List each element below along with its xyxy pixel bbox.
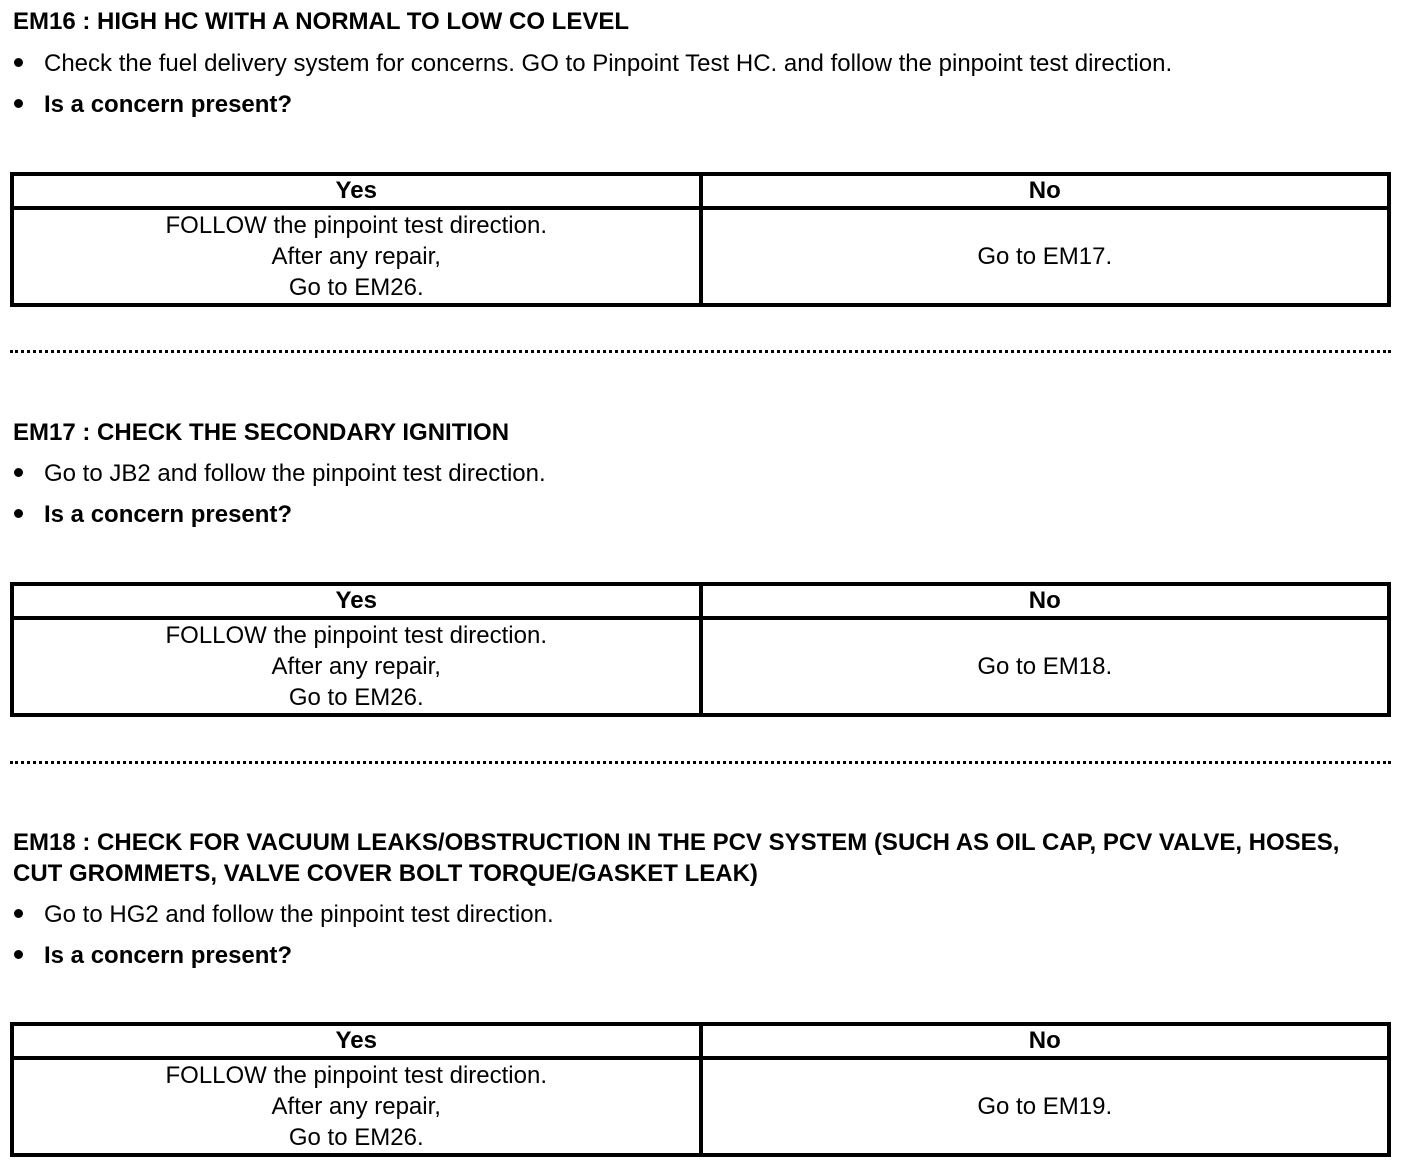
instruction-bullet [13,459,546,489]
yes-action-line: FOLLOW the pinpoint test direction. [165,1062,547,1089]
no-action-cell: Go to EM18. [701,618,1390,715]
question-bullet [13,500,292,530]
yes-action-line: FOLLOW the pinpoint test direction. [165,212,547,239]
instruction-text: Go to JB2 and follow the pinpoint test direction. [44,460,546,487]
step-title: EM17 : CHECK THE SECONDARY IGNITION [13,419,510,446]
decision-table [10,582,1391,717]
bullet-icon [14,99,23,108]
instruction-bullet [13,900,554,930]
bullet-icon [14,58,23,67]
yes-action-line: Go to EM26. [288,274,424,301]
yes-header: Yes [12,174,701,208]
bullet-icon [14,950,23,959]
step-title: EM16 : HIGH HC WITH A NORMAL TO LOW CO LEVEL [13,8,629,35]
question-bullet [13,90,292,120]
no-header: No [701,1024,1390,1058]
question-text: Is a concern present? [44,91,293,118]
yes-action-cell [12,208,701,305]
table-row [12,618,1389,715]
table-row [12,1058,1389,1155]
instruction-text: Check the fuel delivery system for concerns. GO to Pinpoint Test HC. and follow the pinpoint test direction. [44,50,1173,77]
yes-action-cell [12,1058,701,1155]
table-row [12,208,1389,305]
section-divider [10,350,1391,353]
no-action-cell: Go to EM17. [701,208,1390,305]
yes-action-cell [12,618,701,715]
question-text: Is a concern present? [44,501,293,528]
table-header-row [12,1024,1389,1058]
yes-header: Yes [12,584,701,618]
decision-table [10,172,1391,307]
yes-action-line: Go to EM26. [288,684,424,711]
table-header-row [12,174,1389,208]
bullet-icon [14,909,23,918]
instruction-text: Go to HG2 and follow the pinpoint test direction. [44,901,554,928]
yes-header: Yes [12,1024,701,1058]
section-divider [10,761,1391,764]
no-action-cell: Go to EM19. [701,1058,1390,1155]
question-bullet [13,941,292,971]
bullet-icon [14,468,23,477]
instruction-bullet [13,49,1172,79]
yes-action-line: FOLLOW the pinpoint test direction. [165,622,547,649]
yes-action-line: After any repair, [271,1093,441,1120]
yes-action-line: After any repair, [271,243,441,270]
decision-table [10,1022,1391,1157]
no-header: No [701,584,1390,618]
no-header: No [701,174,1390,208]
yes-action-line: Go to EM26. [288,1124,424,1151]
bullet-icon [14,509,23,518]
step-title: EM18 : CHECK FOR VACUUM LEAKS/OBSTRUCTION IN THE PCV SYSTEM (SUCH AS OIL CAP, PCV VALVE, HOSES, CUT GROMMETS, VALVE COVER BOLT TORQUE/GASKET LEAK) [13,829,1340,887]
table-header-row [12,584,1389,618]
yes-action-line: After any repair, [271,653,441,680]
question-text: Is a concern present? [44,942,293,969]
